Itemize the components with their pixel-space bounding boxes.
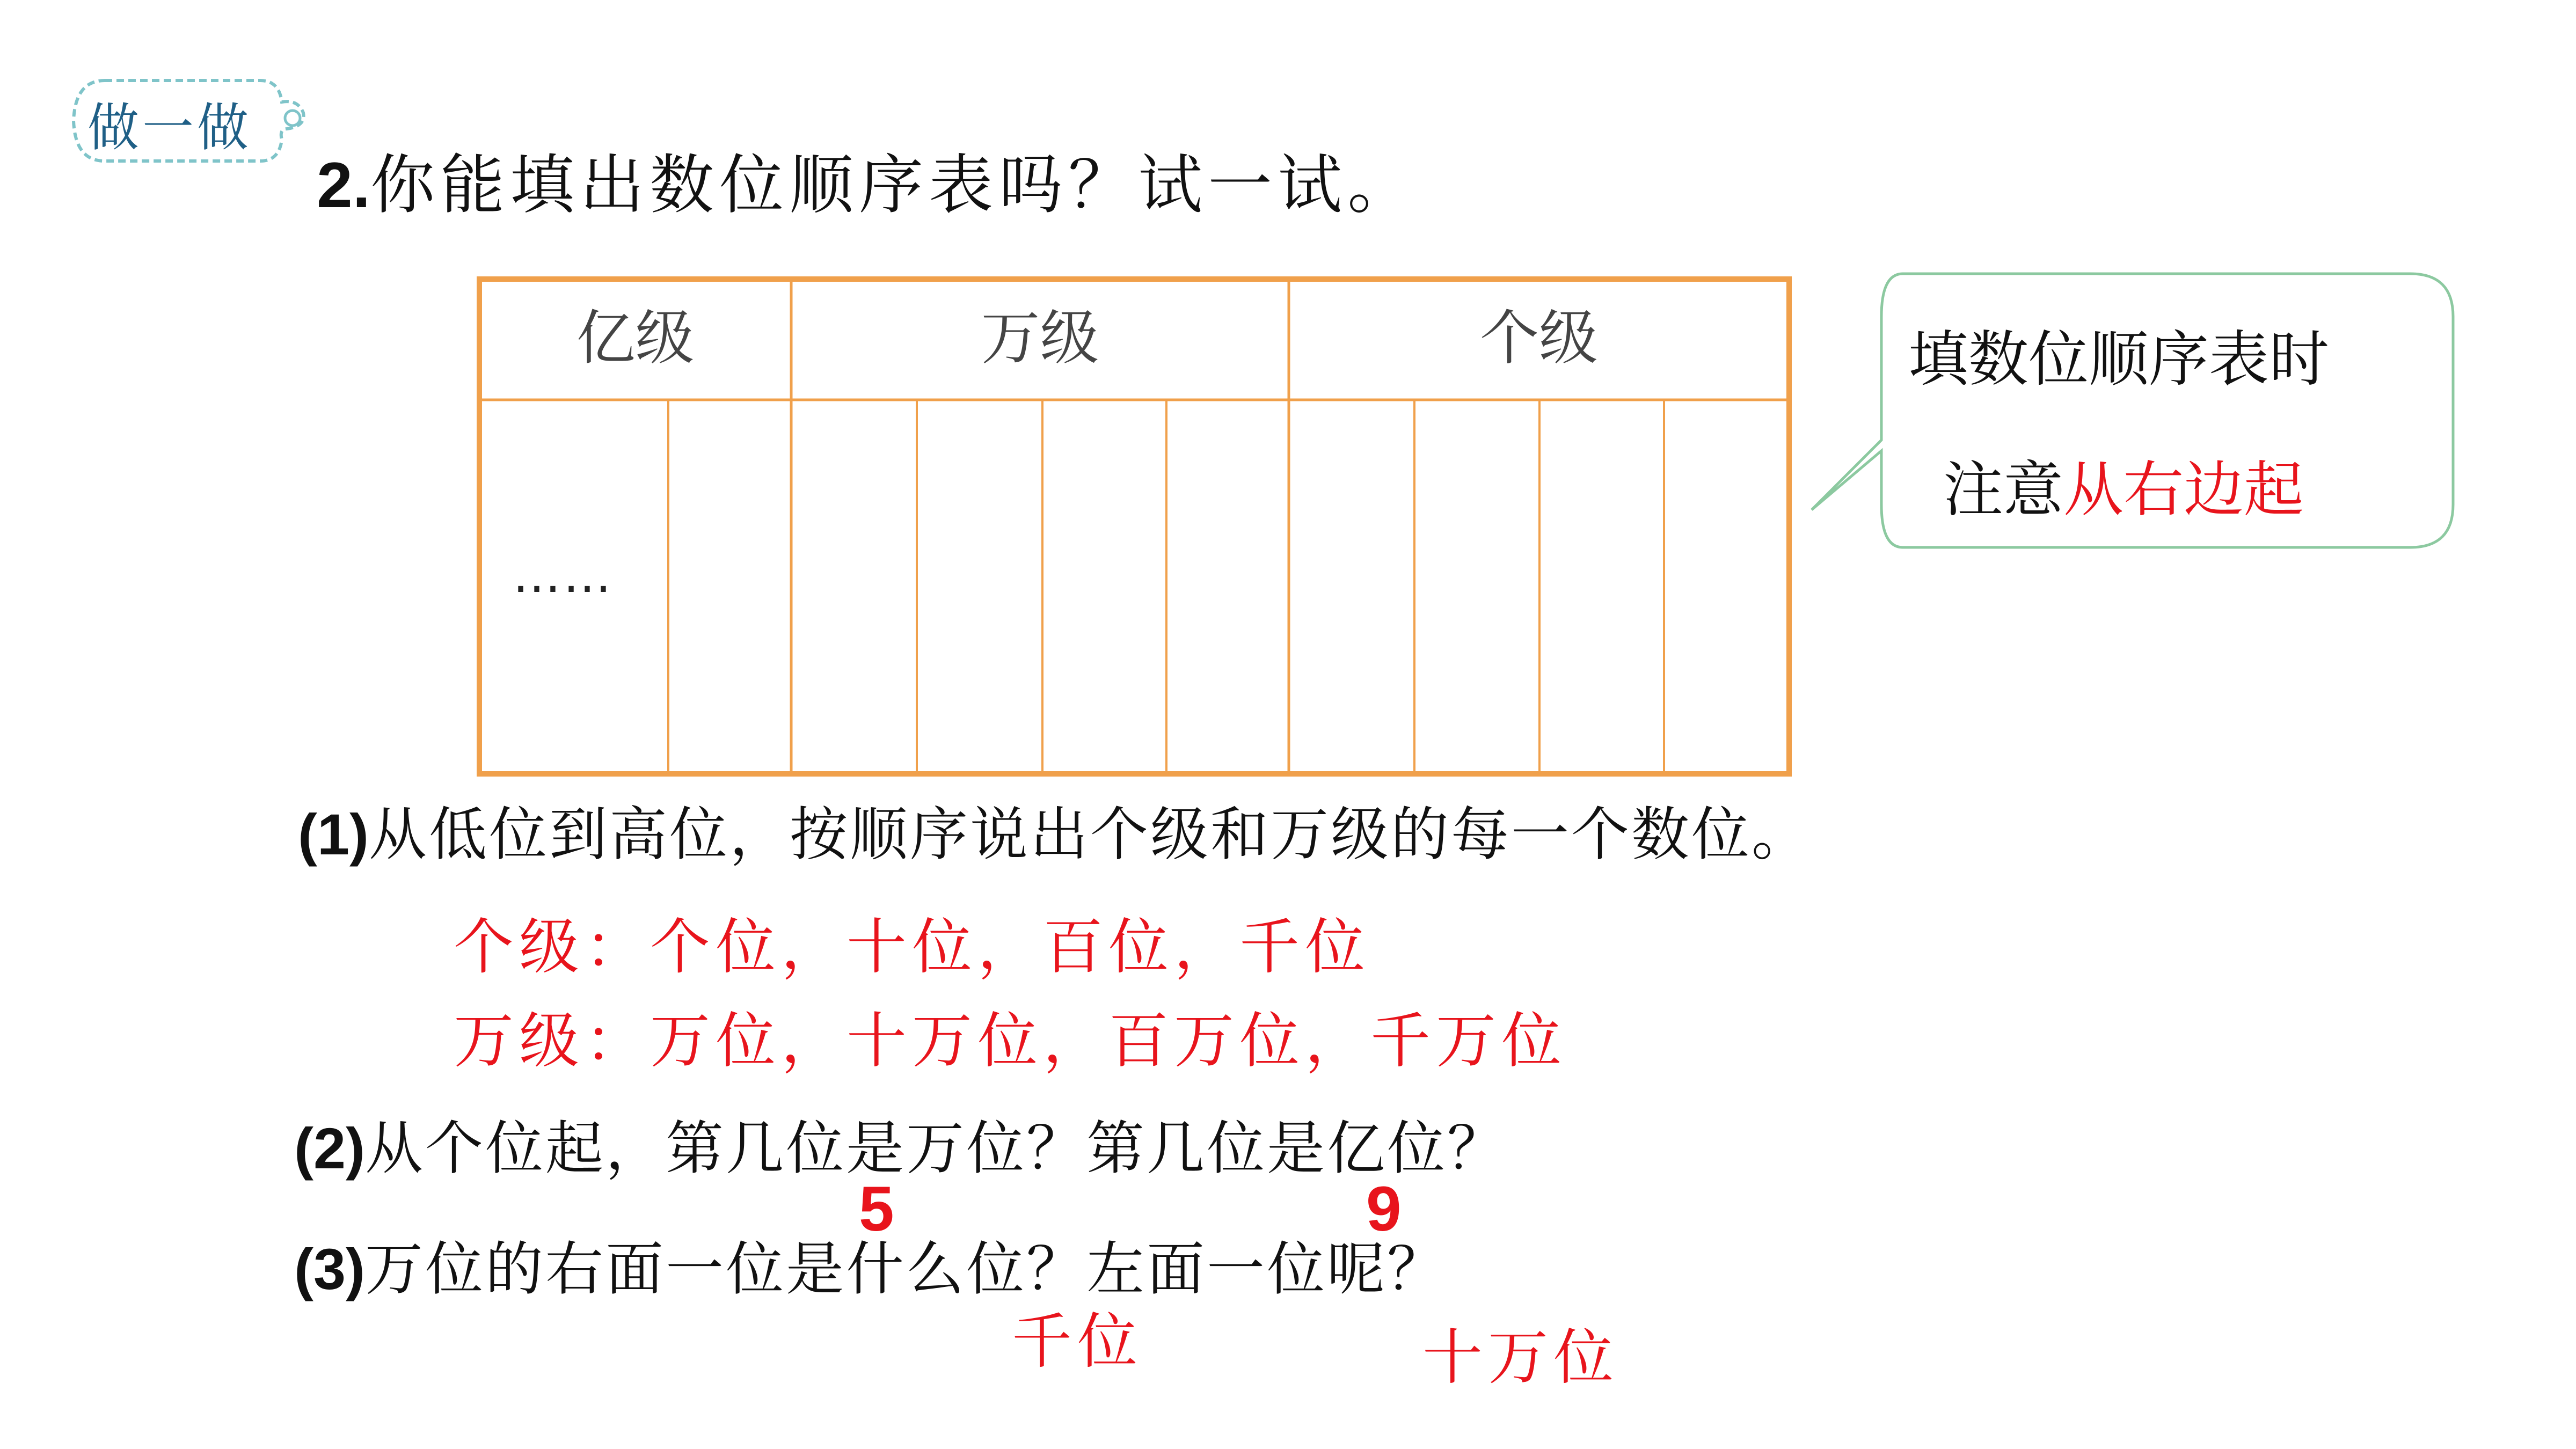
callout-line2: [1943, 455, 2304, 525]
table-group-yi: 亿级: [576, 304, 695, 372]
callout-highlight: 从右边起: [2063, 455, 2304, 525]
page-title: [317, 145, 1417, 226]
table-ellipsis: ……: [513, 547, 614, 604]
answer-q2-wan-position: 5: [859, 1174, 894, 1245]
table-group-wan: 万级: [981, 304, 1099, 372]
question-3-label: (3): [294, 1236, 365, 1301]
question-2-label: (2): [294, 1116, 365, 1181]
question-2-text: 从个位起，第几位是万位？第几位是亿位？: [365, 1115, 1508, 1182]
question-1-text: 从低位到高位，按顺序说出个级和万级的每一个数位。: [369, 801, 1812, 868]
question-3-text: 万位的右面一位是什么位？左面一位呢？: [365, 1236, 1448, 1303]
section-badge: [67, 75, 309, 166]
table-group-ge: 个级: [1480, 304, 1598, 372]
question-2: [294, 1114, 1507, 1184]
answer-q1-wan-ji: 万级：万位，十万位，百万位，千万位: [454, 1006, 1567, 1076]
answer-q2-yi-position: 9: [1366, 1174, 1402, 1245]
callout-line1: 填数位顺序表时: [1908, 325, 2329, 394]
answer-q3-left: 十万位: [1422, 1323, 1619, 1393]
title-text: 你能填出数位顺序表吗？试一试。: [370, 148, 1418, 223]
badge-label: 做一做: [87, 98, 252, 158]
question-1-label: (1): [298, 802, 369, 867]
callout-prefix: 注意: [1943, 455, 2063, 525]
answer-q1-ge-ji: 个级：个位，十位，百位，千位: [454, 912, 1370, 982]
question-3: [294, 1234, 1447, 1305]
title-number: 2.: [317, 149, 371, 221]
question-1: [298, 800, 1812, 870]
answer-q3-right: 千位: [1012, 1307, 1143, 1377]
